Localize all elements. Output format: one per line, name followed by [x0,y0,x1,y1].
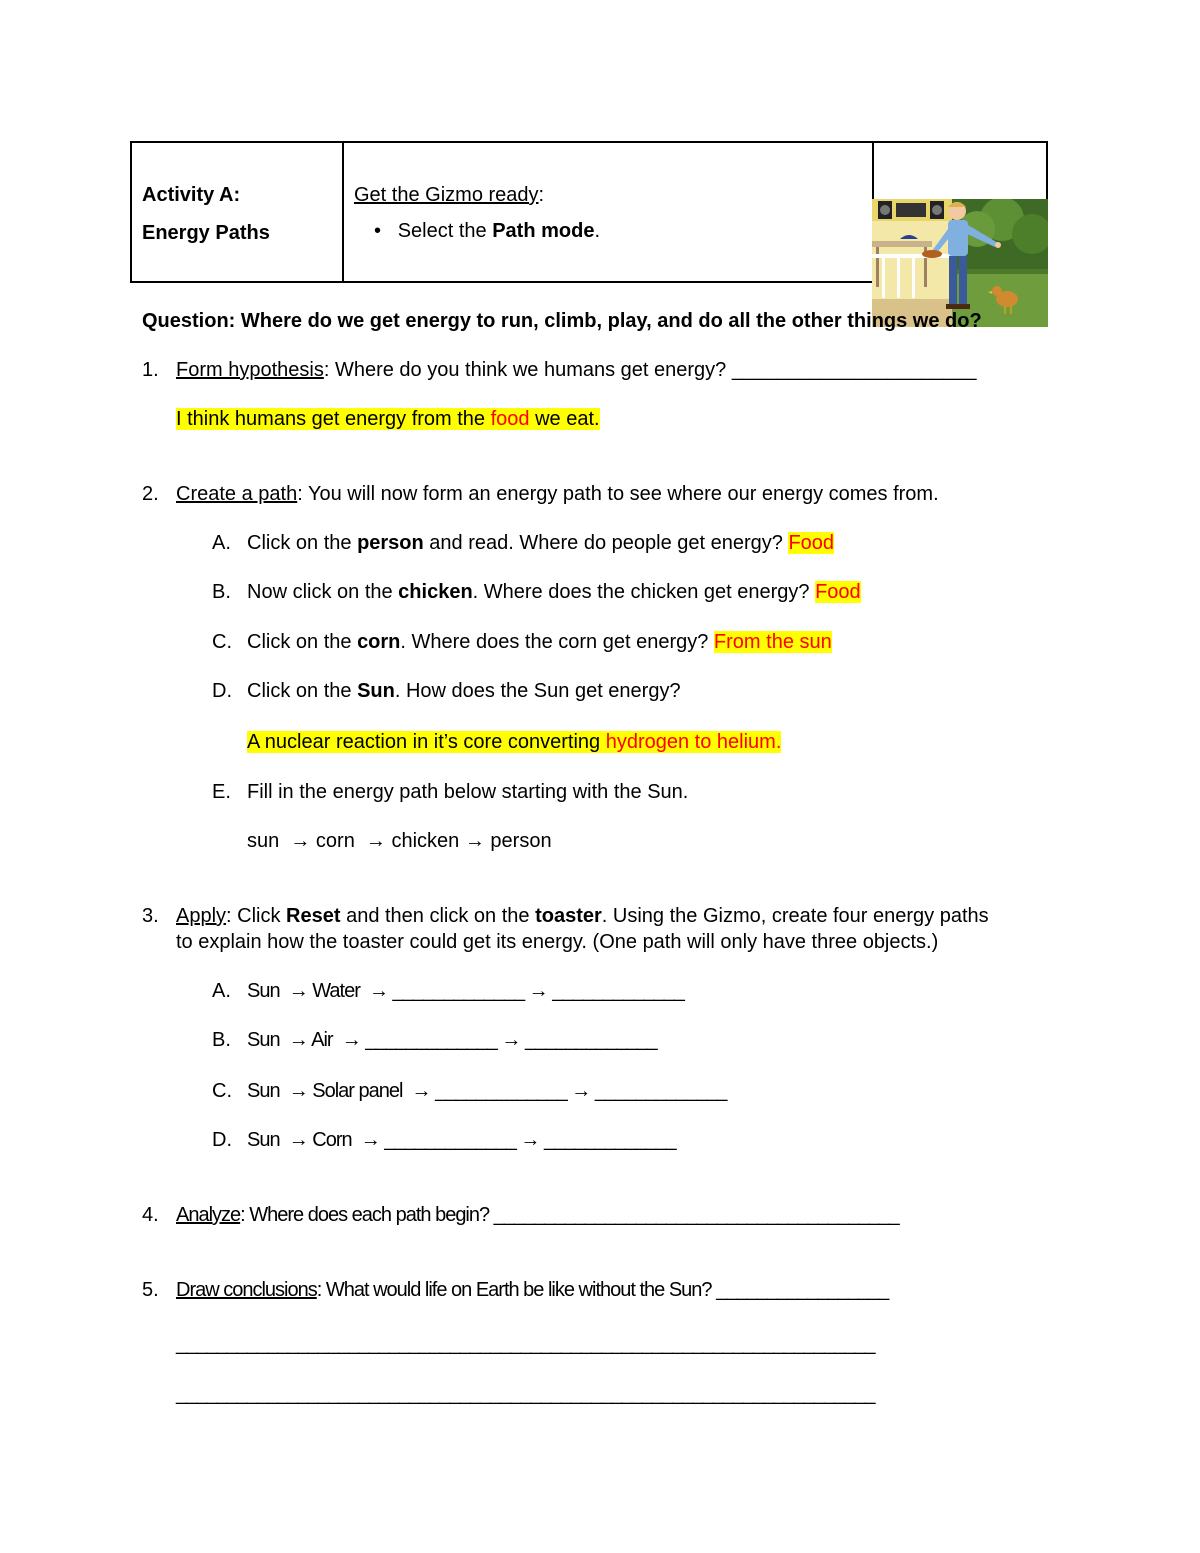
q2c-answer: From the sun [713,631,832,653]
q3-number: 3. [142,905,159,927]
gizmo-ready-colon: : [538,184,545,206]
q3-line [176,905,989,928]
q2b-line [247,581,861,604]
activity-title-cell [132,143,344,281]
q3-pre: : Click [226,905,287,927]
q3a-path: Sun → Water → _____________ → _____________ [247,980,684,1002]
q1-text: : Where do you think we humans get energy? ______________________ [323,359,977,381]
step-suffix: . [594,220,601,242]
q4-line [176,1204,899,1227]
q5-line [176,1279,888,1302]
q4-number: 4. [142,1204,159,1226]
q2a-answer: Food [788,532,835,554]
q2e-text: Fill in the energy path below starting with the Sun. [247,781,689,803]
q2b-post: . Where does the chicken get energy? [472,581,816,603]
q2e-path: sun → corn → chicken → person [247,830,552,852]
gizmo-ready-heading [354,184,544,207]
q2c-line [247,631,832,654]
q3b-path: Sun → Air → _____________ → _____________ [247,1029,657,1051]
q3-line2: to explain how the toaster could get its energy. (One path will only have three objects.) [176,931,939,953]
gizmo-ready-label: Get the Gizmo ready [354,184,539,206]
q1-answer-food: food [490,408,530,430]
activity-subtitle: Energy Paths [142,222,270,244]
q2d-answer-red: hydrogen to helium. [605,731,782,753]
gizmo-ready-step [374,220,600,243]
q2e-letter: E. [212,781,231,803]
q2a-line [247,532,834,555]
q2a-bold: person [357,532,424,554]
gizmo-ready-cell [344,143,874,281]
gizmo-illustration [872,199,1048,327]
q2b-answer: Food [815,581,861,603]
q2d-answer [247,731,781,754]
q2c-pre: Click on the [247,631,358,653]
q1-answer-part2: we eat. [529,408,600,430]
q3-toaster: toaster [535,905,602,927]
q2b-pre: Now click on the [247,581,399,603]
q2d-post: . How does the Sun get energy? [394,680,681,702]
q2-text: : You will now form an energy path to see where our energy comes from. [297,483,939,505]
q2d-letter: D. [212,680,232,702]
step-prefix: Select the [397,220,493,242]
q1-answer-part1: I think humans get energy from the [176,408,491,430]
q3-reset: Reset [286,905,341,927]
q2d-line [247,680,681,703]
q3c-letter: C. [212,1080,232,1102]
bullet-icon: • [374,220,382,242]
main-question: Question: Where do we get energy to run, climb, play, and do all the other things we do? [142,310,982,332]
q1-line [176,359,977,382]
q1-number: 1. [142,359,159,381]
q3b-letter: B. [212,1029,231,1051]
q5-number: 5. [142,1279,159,1301]
q2d-bold: Sun [357,680,395,702]
q3d-letter: D. [212,1129,232,1151]
q2b-bold: chicken [398,581,473,603]
q2c-post: . Where does the corn get energy? [400,631,714,653]
q3a-letter: A. [212,980,231,1002]
q2a-pre: Click on the [247,532,358,554]
gizmo-scene-image [872,199,1048,327]
activity-title: Activity A: [142,184,241,206]
q2d-answer-part1: A nuclear reaction in it’s core converting [247,731,606,753]
q2d-pre: Click on the [247,680,358,702]
q3-post: . Using the Gizmo, create four energy paths [601,905,989,927]
q2a-post: and read. Where do people get energy? [423,532,789,554]
q5-text: : What would life on Earth be like without the Sun? _________________ [316,1279,889,1301]
q2a-letter: A. [212,532,231,554]
path-mode-label: Path mode [492,220,595,242]
q2c-bold: corn [357,631,401,653]
q1-label: Form hypothesis [176,359,324,381]
q2b-letter: B. [212,581,231,603]
q2-line [176,483,939,506]
q5-answer-line-2: _____________________________________________________________________ [176,1383,875,1405]
q2-label: Create a path [176,483,298,505]
q5-answer-line-1: _____________________________________________________________________ [176,1333,875,1355]
q3-label: Apply [176,905,227,927]
q5-label: Draw conclusions [176,1279,317,1301]
q4-text: : Where does each path begin? ________________________________________ [240,1204,899,1226]
q4-label: Analyze [176,1204,241,1226]
q3-mid: and then click on the [340,905,536,927]
q3c-path: Sun → Solar panel → _____________ → _____________ [247,1080,727,1102]
q2c-letter: C. [212,631,232,653]
q3d-path: Sun → Corn → _____________ → _____________ [247,1129,676,1151]
q2-number: 2. [142,483,159,505]
q1-answer [176,408,600,431]
